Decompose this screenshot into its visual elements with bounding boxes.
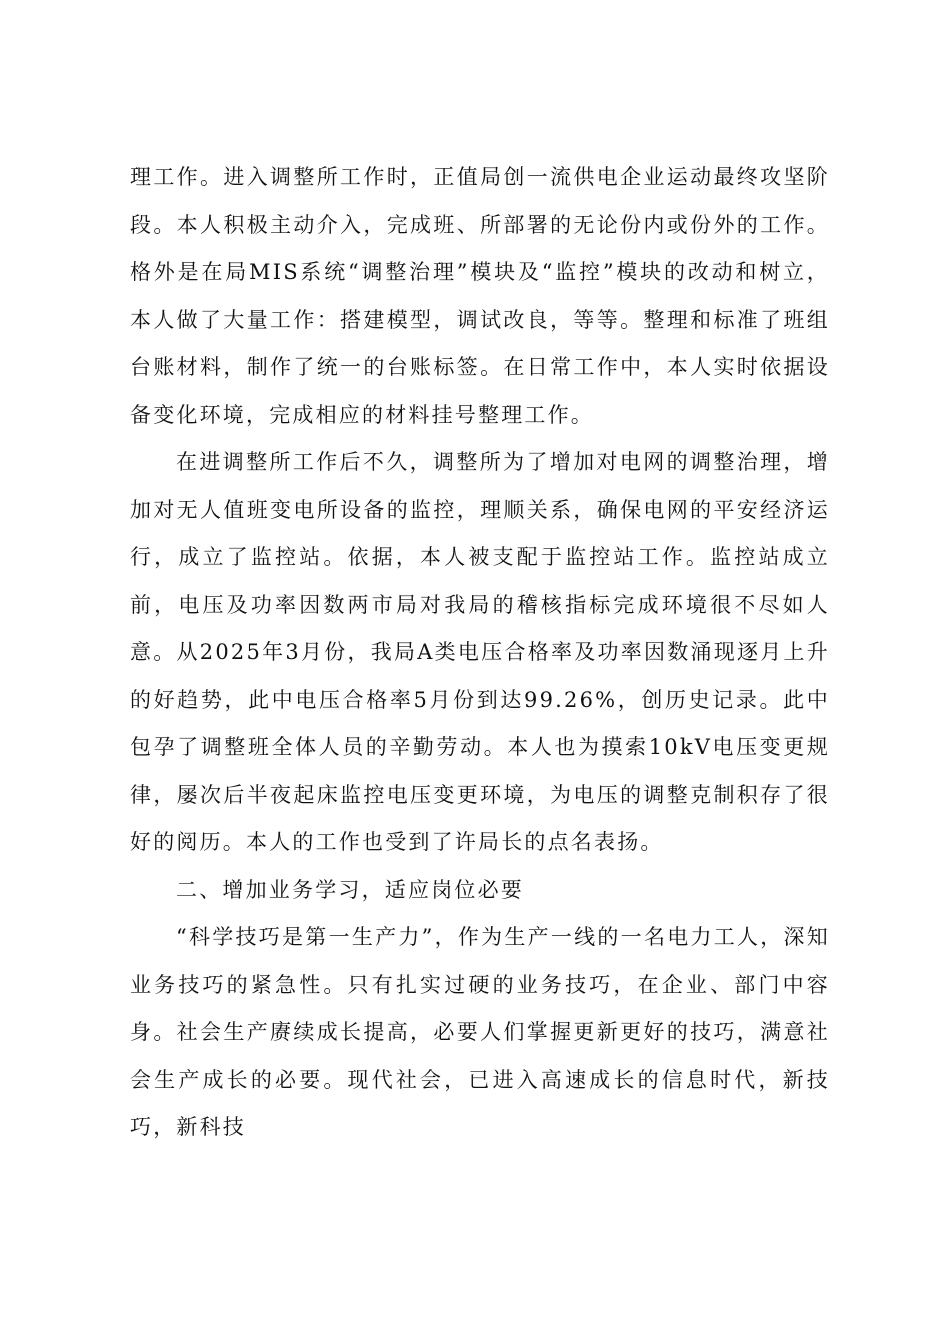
document-body bbox=[130, 154, 830, 1152]
paragraph-2: 在进调整所工作后不久，调整所为了增加对电网的调整治理，增加对无人值班变电所设备的监控，理顺关系，确保电网的平安经济运行，成立了监控站。依据，本人被支配于监控站工作。监控站成立前，电压及功率因数两市局对我局的稽核指标完成环境很不尽如人意。从2025年3月份，我局A类电压合格率及功率因数涌现逐月上升的好趋势，此中电压合格率5月份到达99.26%，创历史记录。此中包孕了调整班全体人员的辛勤劳动。本人也为摸索10kV电压变更规律，屡次后半夜起床监控电压变更环境，为电压的调整克制积存了很好的阅历。本人的工作也受到了许局长的点名表扬。 bbox=[130, 450, 830, 854]
paragraph-3: “科学技巧是第一生产力”，作为生产一线的一名电力工人，深知业务技巧的紧急性。只有扎实过硬的业务技巧，在企业、部门中容身。社会生产赓续成长提高，必要人们掌握更新更好的技巧，满意社会生产成长的必要。现代社会，已进入高速成长的信息时代，新技巧，新科技 bbox=[130, 925, 830, 1139]
paragraph-1: 理工作。进入调整所工作时，正值局创一流供电企业运动最终攻坚阶段。本人积极主动介入，完成班、所部署的无论份内或份外的工作。格外是在局MIS系统“调整治理”模块及“监控”模块的改动和树立，本人做了大量工作：搭建模型，调试改良，等等。整理和标准了班组台账材料，制作了统一的台账标签。在日常工作中，本人实时依据设备变化环境，完成相应的材料挂号整理工作。 bbox=[130, 165, 830, 427]
section-heading: 二、增加业务学习，适应岗位必要 bbox=[176, 877, 524, 902]
